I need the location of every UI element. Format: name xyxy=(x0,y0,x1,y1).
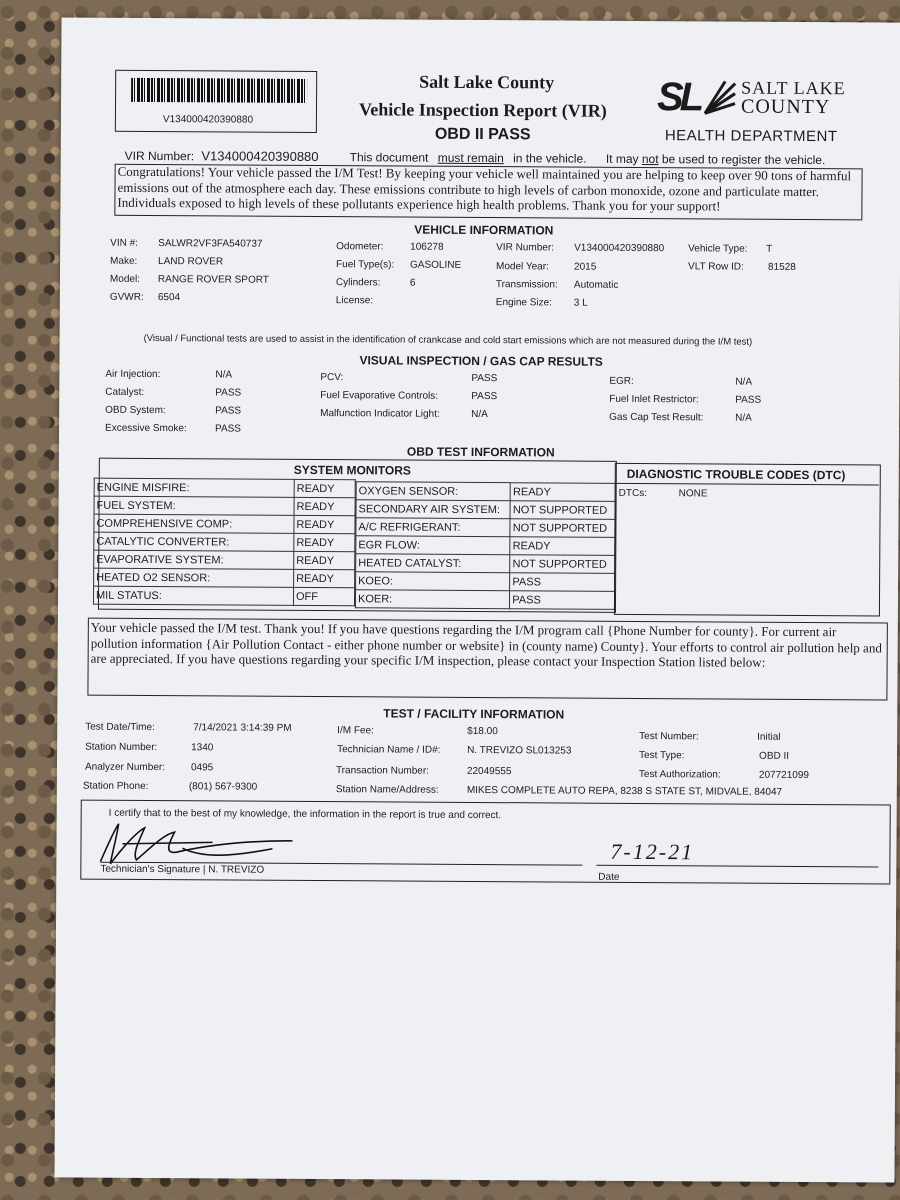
barcode xyxy=(131,78,307,103)
passed-message: Your vehicle passed the I/M test. Thank you! If you have questions regarding the I/M program call {Phone Number for county}. For current air pollution information {Air Pollution Contact - either phone number or website} in (county name) County}. Your efforts to control air pollution help and are appreciated. If you have questions regarding your specific I/M inspection, please contact your Inspection Station listed below: xyxy=(90,619,882,670)
monitor-value: READY xyxy=(294,533,355,551)
station-number-label: Station Number: xyxy=(85,741,158,754)
fuel-type-value: GASOLINE xyxy=(410,259,462,271)
handwritten-date: 7-12-21 xyxy=(610,838,695,865)
system-monitors-title: SYSTEM MONITORS xyxy=(293,462,411,478)
monitor-label: HEATED O2 SENSOR: xyxy=(94,568,294,587)
report-title: Vehicle Inspection Report (VIR) xyxy=(358,99,607,121)
vin-label: VIN #: xyxy=(110,237,139,249)
vehicle-type-label: Vehicle Type: xyxy=(688,243,748,255)
test-auth-value: 207721099 xyxy=(758,769,810,782)
test-date-value: 7/14/2021 3:14:39 PM xyxy=(193,722,292,734)
monitor-label: COMPREHENSIVE COMP: xyxy=(94,514,294,533)
monitors-left-table xyxy=(93,478,356,607)
table-row xyxy=(355,590,614,610)
station-phone-label: Station Phone: xyxy=(82,780,149,792)
table-row xyxy=(356,572,615,592)
mil-light-value: N/A xyxy=(471,408,488,421)
station-number-value: 1340 xyxy=(191,742,214,754)
monitor-label: KOER: xyxy=(355,590,509,609)
gvwr-label: GVWR: xyxy=(109,291,144,303)
obd-system-value: PASS xyxy=(215,405,242,417)
dtc-value: NONE xyxy=(678,488,708,500)
test-number-label: Test Number: xyxy=(639,730,699,743)
dtc-title: DIAGNOSTIC TROUBLE CODES (DTC) xyxy=(626,466,846,483)
monitor-label: SECONDARY AIR SYSTEM: xyxy=(356,500,510,519)
model-year-value: 2015 xyxy=(574,261,597,273)
egr-value: N/A xyxy=(735,376,753,388)
obd-system-label: OBD System: xyxy=(105,404,166,417)
monitor-value: READY xyxy=(294,497,355,515)
certification-statement: I certify that to the best of my knowledge, the information in the report is true and correct. xyxy=(108,807,502,822)
pcv-value: PASS xyxy=(471,372,498,385)
intro-message: Congratulations! Your vehicle passed the I/M Test! By keeping your vehicle well maintained you are helping to keep over 90 tons of harmful emissions out of the atmosphere each day. These emissions contribute to high levels of carbon monoxide, ozone and particulate matter. Individuals exposed to high levels of these pollutants experience high health problems. Thank you for your support! xyxy=(117,163,852,214)
monitor-value: NOT SUPPORTED xyxy=(510,555,615,574)
test-date-label: Test Date/Time: xyxy=(85,721,155,734)
vlt-row-value: 81528 xyxy=(768,261,796,273)
fuel-type-label: Fuel Type(s): xyxy=(336,259,395,271)
logo-county: COUNTY xyxy=(740,95,831,119)
document-notice: This document must remain in the vehicle. It may not be used to register the vehicle. xyxy=(349,150,826,168)
monitor-value: PASS xyxy=(510,591,615,610)
odometer-value: 106278 xyxy=(410,241,444,253)
model-label: Model: xyxy=(109,273,141,285)
barcode-text: V134000420390880 xyxy=(162,114,254,126)
station-address-value: MIKES COMPLETE AUTO REPA, 8238 S STATE ST, MIDVALE, 84047 xyxy=(466,784,783,798)
monitor-label: ENGINE MISFIRE: xyxy=(94,478,294,497)
vehicle-info-title: VEHICLE INFORMATION xyxy=(414,222,554,238)
fuel-evap-label: Fuel Evaporative Controls: xyxy=(320,390,439,402)
date-label: Date xyxy=(598,871,620,883)
table-row xyxy=(93,586,354,606)
test-type-label: Test Type: xyxy=(639,749,685,762)
gas-cap-label: Gas Cap Test Result: xyxy=(609,411,704,424)
make-value: LAND ROVER xyxy=(158,256,224,268)
station-address-label: Station Name/Address: xyxy=(335,784,439,796)
monitor-label: A/C REFRIGERANT: xyxy=(356,518,510,537)
vlt-row-label: VLT Row ID: xyxy=(688,261,744,273)
monitor-value: READY xyxy=(510,483,615,502)
cylinders-value: 6 xyxy=(409,277,416,289)
analyzer-value: 0495 xyxy=(190,762,214,774)
fuel-inlet-label: Fuel Inlet Restrictor: xyxy=(609,393,699,406)
egr-label: EGR: xyxy=(609,375,634,387)
engine-size-value: 3 L xyxy=(573,297,588,309)
vehicle-type-value: T xyxy=(766,243,773,255)
monitor-value: NOT SUPPORTED xyxy=(510,501,615,520)
catalyst-label: Catalyst: xyxy=(105,386,145,398)
analyzer-label: Analyzer Number: xyxy=(84,761,166,774)
dtc-box xyxy=(614,463,881,617)
monitor-value: READY xyxy=(294,551,355,569)
county-title: Salt Lake County xyxy=(419,71,555,93)
transaction-label: Transaction Number: xyxy=(335,765,429,777)
sunburst-icon xyxy=(701,79,737,115)
monitor-value: READY xyxy=(294,569,355,587)
im-fee-label: I/M Fee: xyxy=(337,725,374,737)
test-type-value: OBD II xyxy=(759,750,790,762)
make-label: Make: xyxy=(110,255,138,267)
test-auth-label: Test Authorization: xyxy=(638,768,721,781)
monitors-right-table xyxy=(355,481,616,610)
air-injection-value: N/A xyxy=(215,369,233,381)
im-fee-value: $18.00 xyxy=(467,725,498,738)
signature-label: Technician's Signature | N. TREVIZO xyxy=(100,863,265,876)
gas-cap-value: N/A xyxy=(735,412,752,424)
excessive-smoke-value: PASS xyxy=(215,423,242,435)
gvwr-value: 6504 xyxy=(157,292,181,304)
cylinders-label: Cylinders: xyxy=(335,277,381,289)
vir-number-line: VIR Number: V134000420390880 xyxy=(124,148,319,165)
result-heading: OBD II PASS xyxy=(434,125,531,144)
catalyst-value: PASS xyxy=(215,387,242,399)
monitor-label: EGR FLOW: xyxy=(356,536,510,555)
table-row xyxy=(94,478,355,498)
vir-value: V134000420390880 xyxy=(574,242,665,255)
table-row xyxy=(94,568,355,588)
logo-salt-lake: SALT LAKE xyxy=(741,77,846,99)
logo-health-dept: HEALTH DEPARTMENT xyxy=(664,127,838,146)
monitor-label: EVAPORATIVE SYSTEM: xyxy=(94,550,294,569)
monitor-label: OXYGEN SENSOR: xyxy=(356,482,510,501)
test-number-value: Initial xyxy=(757,731,781,743)
engine-size-label: Engine Size: xyxy=(495,297,553,309)
table-row xyxy=(356,482,615,502)
visual-tests-note: (Visual / Functional tests are used to assist in the identification of crankcase and cold start emissions which are not measured during the I/M test) xyxy=(143,332,753,348)
county-logo-mark: SL xyxy=(656,75,701,120)
monitor-value: PASS xyxy=(510,573,615,592)
monitor-label: CATALYTIC CONVERTER: xyxy=(94,532,294,551)
fuel-inlet-value: PASS xyxy=(735,394,762,406)
table-row xyxy=(94,514,355,534)
pcv-label: PCV: xyxy=(320,372,344,384)
model-value: RANGE ROVER SPORT xyxy=(157,274,269,286)
license-label: License: xyxy=(335,295,374,307)
table-row xyxy=(356,518,615,538)
transmission-value: Automatic xyxy=(573,279,619,291)
technician-label: Technician Name / ID#: xyxy=(337,744,441,756)
monitor-label: MIL STATUS: xyxy=(93,586,293,605)
monitor-label: FUEL SYSTEM: xyxy=(94,496,294,515)
model-year-label: Model Year: xyxy=(496,261,549,273)
mil-light-label: Malfunction Indicator Light: xyxy=(320,408,440,420)
table-row xyxy=(94,532,355,552)
vin-value: SALWR2VF3FA540737 xyxy=(158,238,263,250)
transaction-value: 22049555 xyxy=(466,765,512,778)
facility-info-title: TEST / FACILITY INFORMATION xyxy=(383,706,565,722)
inspection-report-sheet xyxy=(54,17,900,1182)
dtc-label: DTCs: xyxy=(618,487,648,500)
table-row xyxy=(356,500,615,520)
air-injection-label: Air Injection: xyxy=(105,368,161,381)
monitor-value: READY xyxy=(294,479,355,497)
table-row xyxy=(94,496,355,516)
monitor-value: NOT SUPPORTED xyxy=(510,519,615,538)
monitor-label: KOEO: xyxy=(356,572,510,591)
technician-value: N. TREVIZO SL013253 xyxy=(467,744,572,757)
odometer-label: Odometer: xyxy=(336,241,384,253)
monitor-value: OFF xyxy=(293,587,354,605)
table-row xyxy=(94,550,355,570)
excessive-smoke-label: Excessive Smoke: xyxy=(105,422,187,435)
vir-label: VIR Number: xyxy=(496,242,554,254)
table-row xyxy=(356,554,615,574)
table-row xyxy=(356,536,615,556)
monitor-value: READY xyxy=(510,537,615,556)
visual-inspection-title: VISUAL INSPECTION / GAS CAP RESULTS xyxy=(359,353,603,369)
obd-info-title: OBD TEST INFORMATION xyxy=(406,444,555,460)
monitor-label: HEATED CATALYST: xyxy=(356,554,510,573)
transmission-label: Transmission: xyxy=(495,279,558,291)
fuel-evap-value: PASS xyxy=(471,390,498,403)
station-phone-value: (801) 567-9300 xyxy=(188,781,258,793)
monitor-value: READY xyxy=(294,515,355,533)
